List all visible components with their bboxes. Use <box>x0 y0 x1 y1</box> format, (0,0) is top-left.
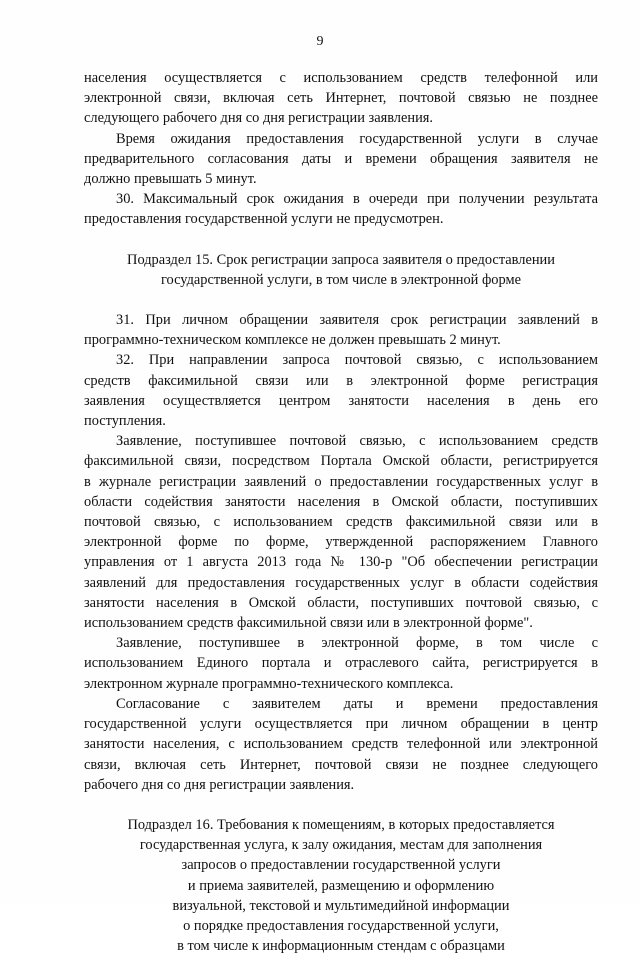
text-line: связи, включая сеть Интернет, почтовой связи не позднее следующего <box>84 756 598 773</box>
page-number: 9 <box>316 34 324 49</box>
text-line: Заявление, поступившее почтовой связью, с использованием средств <box>116 433 598 450</box>
text-line: предоставления государственной услуги не предусмотрен. <box>84 211 444 228</box>
text-line: населения осуществляется с использованием средств телефонной или <box>84 70 598 86</box>
subsection-15-heading <box>84 250 598 290</box>
text-line: управления от 1 августа 2013 года № 130-р "Об обеспечении регистрации <box>84 554 598 571</box>
text-line: электронном журнале программно-технического комплекса. <box>84 675 454 692</box>
text-line: занятости населения, с использованием средств телефонной или электронной <box>84 736 598 753</box>
heading-line: Подраздел 15. Срок регистрации запроса заявителя о предоставлении <box>127 251 555 268</box>
text-line: почтовой связью, с использованием средств факсимильной связи или в <box>84 514 598 531</box>
subsection-16-heading <box>84 815 598 956</box>
paragraph-1 <box>84 68 598 129</box>
heading-line: визуальной, текстовой и мультимедийной информации <box>172 897 510 914</box>
text-line: заявлений для предоставления государственных услуг в области содействия <box>84 574 598 591</box>
text-line: заявления осуществляется центром занятости населения в день его <box>84 392 598 409</box>
text-line: Время ожидания предоставления государственной услуги в случае <box>116 130 598 147</box>
text-line: предварительного согласования даты и времени обращения заявителя не <box>84 150 598 167</box>
text-line: области содействия занятости населения в Омской области, поступивших <box>84 493 598 510</box>
heading-line: Подраздел 16. Требования к помещениям, в которых предоставляется <box>127 816 555 833</box>
paragraph-31 <box>84 310 598 350</box>
paragraph-mail-registration <box>84 431 598 633</box>
text-line: электронной связи, включая сеть Интернет, почтовой связью не позднее <box>84 90 598 107</box>
heading-line: запросов о предоставлении государственной услуги <box>181 857 501 874</box>
text-line: государственной услуги осуществляется при личном обращении в центр <box>84 716 598 733</box>
heading-line: государственной услуги, в том числе в электронной форме <box>161 271 521 288</box>
heading-line: о порядке предоставления государственной услуги, <box>183 917 499 934</box>
paragraph-scheduling <box>84 694 598 795</box>
text-line: факсимильной связи, посредством Портала Омской области, регистрируется <box>84 453 598 470</box>
heading-line: в том числе к информационным стендам с образцами <box>177 938 505 955</box>
text-line: поступления. <box>84 413 166 430</box>
document-body <box>84 68 598 956</box>
text-line: в журнале регистрации заявлений о предоставлении государственных услуг в <box>84 473 598 490</box>
text-line: программно-техническом комплексе не должен превышать 2 минут. <box>84 332 501 349</box>
text-line: Заявление, поступившее в электронной форме, в том числе с <box>116 635 598 652</box>
text-line: следующего рабочего дня со дня регистрации заявления. <box>84 110 433 127</box>
text-line: занятости населения в Омской области, поступивших почтовой связью, с <box>84 594 598 611</box>
paragraph-electronic-registration <box>84 633 598 694</box>
text-line: 32. При направлении запроса почтовой связью, с использованием <box>116 352 598 369</box>
text-line: должно превышать 5 минут. <box>84 171 257 188</box>
text-line: 31. При личном обращении заявителя срок регистрации заявлений в <box>116 312 598 329</box>
text-line: Согласование с заявителем даты и времени предоставления <box>116 695 598 712</box>
text-line: рабочего дня со дня регистрации заявления. <box>84 776 355 793</box>
paragraph-32 <box>84 350 598 431</box>
text-line: использованием Единого портала и отраслевого сайта, регистрируется в <box>84 655 598 672</box>
heading-line: и приема заявителей, размещению и оформлению <box>187 877 495 894</box>
text-line: использованием средств факсимильной связи или в электронной форме". <box>84 615 533 632</box>
heading-line: государственная услуга, к залу ожидания, местам для заполнения <box>139 837 543 854</box>
paragraph-3 <box>84 189 598 229</box>
text-line: 30. Максимальный срок ожидания в очереди при получении результата <box>116 191 598 208</box>
paragraph-2 <box>84 129 598 190</box>
text-line: электронной форме по форме, утвержденной распоряжением Главного <box>84 534 598 551</box>
text-line: средств факсимильной связи или в электронной форме регистрация <box>84 372 598 389</box>
